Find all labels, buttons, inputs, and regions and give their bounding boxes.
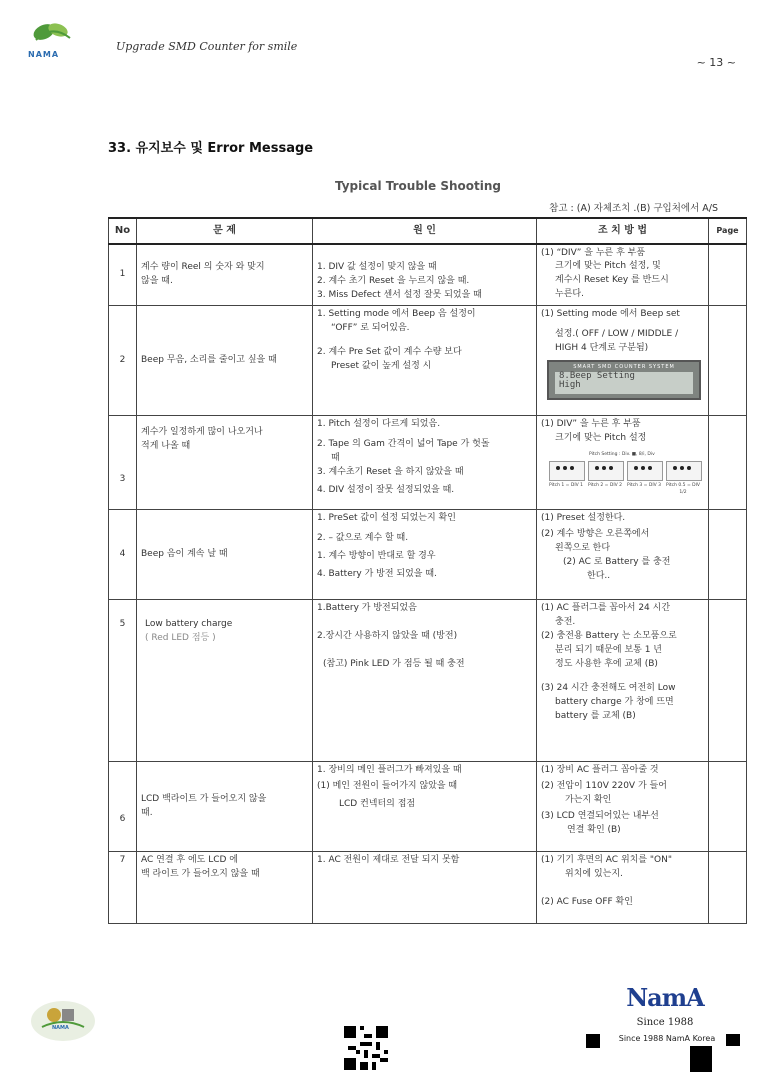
- action-cell: [537, 852, 709, 924]
- problem-cell: [137, 416, 313, 510]
- action-text: (1) 장비 AC 플러그 꼽아줄 것: [541, 765, 659, 775]
- footer-logo-text: NAMA: [52, 1025, 69, 1031]
- page-number: ~ 13 ~: [696, 56, 736, 69]
- cause-text: 2.장시간 사용하지 않았을 때 (방전): [317, 630, 458, 641]
- problem-text: Low battery charge: [145, 619, 233, 629]
- page-cell: [709, 306, 747, 416]
- problem-text: 적게 나올 때: [141, 440, 191, 451]
- cause-text: (1) 메인 전원이 들어가지 않았을 때: [317, 780, 458, 791]
- header-page: Page: [709, 218, 747, 244]
- action-text: 왼쪽으로 한다: [555, 542, 611, 553]
- pitch-box: [627, 461, 663, 481]
- problem-text: AC 연결 후 에도 LCD 에: [141, 855, 238, 865]
- pitch-title: Pitch Setting : Div. ■, 8/i, Div: [589, 451, 655, 457]
- document-subtitle: Upgrade SMD Counter for smile: [116, 40, 298, 53]
- action-cell: [537, 244, 709, 306]
- page-cell: [709, 852, 747, 924]
- row-number: 1: [109, 244, 137, 306]
- row-number: 5: [109, 600, 137, 762]
- action-text: (2) 계수 방향은 오른쪽에서: [541, 528, 650, 539]
- table-header-row: [109, 218, 747, 244]
- header-cause: 원 인: [313, 218, 537, 244]
- action-cell: [537, 306, 709, 416]
- action-text: 크기에 맞는 Pitch 설정, 및: [555, 261, 661, 272]
- action-text: (1) DIV” 을 누른 후 부품: [541, 419, 641, 429]
- cause-text: 3. Miss Defect 센서 설정 잘못 되었을 때: [317, 290, 482, 301]
- problem-text: 백 라이트 가 들어오지 않을 때: [141, 868, 260, 879]
- problem-cell: [137, 762, 313, 852]
- action-text: (2) 전압이 110V 220V 가 들어: [541, 780, 667, 791]
- action-text: 설정.( OFF / LOW / MIDDLE /: [555, 328, 679, 339]
- cause-cell: [313, 852, 537, 924]
- action-cell: [537, 510, 709, 600]
- header-action: 조 치 방 법: [537, 218, 709, 244]
- action-text: 충전.: [555, 616, 576, 627]
- cause-text: 2. 계수 Pre Set 값이 계수 수량 보다: [317, 346, 462, 357]
- page-cell: [709, 416, 747, 510]
- problem-text: ( Red LED 점등 ): [145, 632, 216, 643]
- pitch-box: [588, 461, 624, 481]
- pitch-label: Pitch 0.5 = DIV 1/2: [665, 482, 701, 495]
- cause-text: (참고) Pink LED 가 점등 될 때 충전: [323, 658, 465, 669]
- qr-code: [344, 1026, 388, 1070]
- cause-text: 2. – 값으로 계수 할 때.: [317, 532, 409, 543]
- since-text: Since 1988: [636, 1017, 694, 1028]
- problem-text: 때.: [141, 807, 153, 818]
- action-text: 가는지 확인: [565, 794, 612, 805]
- footer-certification-logo: [28, 997, 98, 1047]
- cause-text: 1. DIV 값 설정이 맞지 않을 때: [317, 262, 437, 273]
- row-number: 3: [109, 416, 137, 510]
- cause-cell: [313, 306, 537, 416]
- row-number: 6: [109, 762, 137, 852]
- action-text: 누른다.: [555, 289, 584, 300]
- page-cell: [709, 762, 747, 852]
- problem-cell: [137, 852, 313, 924]
- table-note: 참고 : (A) 자체조치 .(B) 구입처에서 A/S: [549, 203, 718, 214]
- cause-text: 1.Battery 가 방전되었음: [317, 603, 417, 613]
- table-row: [109, 762, 747, 852]
- cause-text: 3. 계수초기 Reset 을 하지 않았을 때: [317, 466, 464, 477]
- cause-text: 4. Battery 가 방전 되었을 때.: [317, 568, 437, 579]
- cause-text: 1. Pitch 설정이 다르게 되었음.: [317, 419, 441, 429]
- troubleshooting-table: [108, 217, 747, 924]
- pitch-setting-image: [548, 451, 701, 495]
- section-title: 33. 유지보수 및 Error Message: [108, 141, 314, 156]
- since-korea-text: Since 1988 NamA Korea: [618, 1034, 716, 1043]
- problem-text: Beep 음이 계속 날 때: [141, 548, 228, 559]
- cause-text: Preset 값이 높게 설정 시: [331, 360, 432, 371]
- logo-text: NAMA: [28, 50, 60, 59]
- decorative-block: [586, 1034, 600, 1048]
- cause-cell: [313, 510, 537, 600]
- problem-text: 계수가 일정하게 많이 나오거나: [141, 427, 263, 437]
- pitch-label: Pitch 3 = DIV 3: [626, 482, 662, 488]
- header-no: No: [109, 218, 137, 244]
- page-cell: [709, 600, 747, 762]
- problem-cell: [137, 244, 313, 306]
- page-cell: [709, 244, 747, 306]
- cause-cell: [313, 416, 537, 510]
- table-row: [109, 244, 747, 306]
- problem-cell: [137, 600, 313, 762]
- action-cell: [537, 416, 709, 510]
- row-number: 7: [109, 852, 137, 924]
- action-cell: [537, 762, 709, 852]
- lcd-line2: High: [559, 379, 581, 390]
- action-text: (1) AC 플러그를 꼽아서 24 시간: [541, 603, 671, 613]
- pitch-box: [666, 461, 702, 481]
- action-text: 크기에 맞는 Pitch 설정: [555, 432, 647, 443]
- problem-cell: [137, 510, 313, 600]
- action-text: HIGH 4 단계로 구분됨): [555, 342, 649, 353]
- action-text: (3) LCD 연결되어있는 내부선: [541, 810, 659, 821]
- problem-text: 계수 량이 Reel 의 숫자 와 맞지: [141, 261, 265, 272]
- action-text: (1) Setting mode 에서 Beep set: [541, 309, 680, 319]
- action-text: 정도 사용한 후에 교체 (B): [555, 658, 658, 669]
- table-row: [109, 416, 747, 510]
- row-number: 2: [109, 306, 137, 416]
- action-text: (1) Preset 설정한다.: [541, 513, 626, 523]
- action-text: (2) 충전용 Battery 는 소모품으로: [541, 630, 677, 641]
- header-problem: 문 제: [137, 218, 313, 244]
- problem-cell: [137, 306, 313, 416]
- action-cell: [537, 600, 709, 762]
- cause-text: “OFF” 로 되어있음.: [331, 322, 410, 333]
- cause-cell: [313, 600, 537, 762]
- action-text: 계수시 Reset Key 를 반드시: [555, 275, 669, 286]
- table-row: [109, 306, 747, 416]
- brand-name: NamA: [626, 983, 704, 1012]
- cause-text: 1. Setting mode 에서 Beep 음 설정이: [317, 309, 476, 319]
- table-title: Typical Trouble Shooting: [334, 179, 502, 193]
- action-text: 분리 되기 때문에 보통 1 년: [555, 644, 662, 655]
- table-row: [109, 510, 747, 600]
- page-cell: [709, 510, 747, 600]
- pitch-label: Pitch 1 = DIV 1: [548, 482, 584, 488]
- cause-text: 1. AC 전원이 제대로 전달 되지 못함: [317, 855, 460, 865]
- cause-text: 2. 계수 초기 Reset 을 누르지 않을 때.: [317, 276, 470, 287]
- cause-text: 4. DIV 설정이 잘못 설정되었을 때.: [317, 484, 455, 495]
- cause-text: LCD 컨넥터의 접점: [339, 798, 416, 809]
- table-row: [109, 600, 747, 762]
- cause-text: 1. 장비의 메인 플러그가 빠져있을 때: [317, 765, 462, 775]
- row-number: 4: [109, 510, 137, 600]
- decorative-block: [690, 1046, 712, 1072]
- lcd-line1: 8.Beep Setting: [559, 370, 635, 381]
- action-text: battery charge 가 창에 뜨면: [555, 696, 674, 707]
- action-text: battery 를 교체 (B): [555, 710, 636, 721]
- action-text: 위치에 있는지.: [565, 868, 623, 879]
- action-text: (1) 기기 후면의 AC 위치를 "ON": [541, 855, 672, 865]
- lcd-screen: [555, 372, 693, 394]
- cause-text: 1. 계수 방향이 반대로 할 경우: [317, 550, 436, 561]
- problem-text: Beep 무음, 소리를 줄이고 싶을 때: [141, 354, 277, 365]
- action-text: 한다..: [587, 570, 611, 581]
- cause-text: 2. Tape 의 Gam 간격이 넓어 Tape 가 헛돌: [317, 438, 490, 449]
- problem-text: LCD 백라이트 가 들어오지 않을: [141, 793, 267, 804]
- lcd-brand: SMART SMD COUNTER SYSTEM: [573, 363, 675, 370]
- action-text: (3) 24 시간 충전해도 여전히 Low: [541, 682, 676, 693]
- cause-cell: [313, 244, 537, 306]
- pitch-box: [549, 461, 585, 481]
- problem-text: 않을 때.: [141, 275, 173, 286]
- action-text: (2) AC 로 Battery 를 충전: [563, 556, 671, 567]
- cause-cell: [313, 762, 537, 852]
- pitch-label: Pitch 2 = DIV 2: [587, 482, 623, 488]
- nama-brand-logo: [622, 984, 708, 1012]
- decorative-block: [726, 1034, 740, 1046]
- nama-logo-top: [26, 14, 78, 60]
- table-row: [109, 852, 747, 924]
- lcd-display-image: [547, 360, 701, 400]
- action-text: (1) “DIV” 을 누른 후 부품: [541, 247, 646, 258]
- action-text: 연결 확인 (B): [567, 824, 621, 835]
- cause-text: 1. PreSet 값이 설정 되었는지 확인: [317, 513, 456, 523]
- cause-text: 때: [331, 452, 340, 463]
- action-text: (2) AC Fuse OFF 확인: [541, 896, 633, 907]
